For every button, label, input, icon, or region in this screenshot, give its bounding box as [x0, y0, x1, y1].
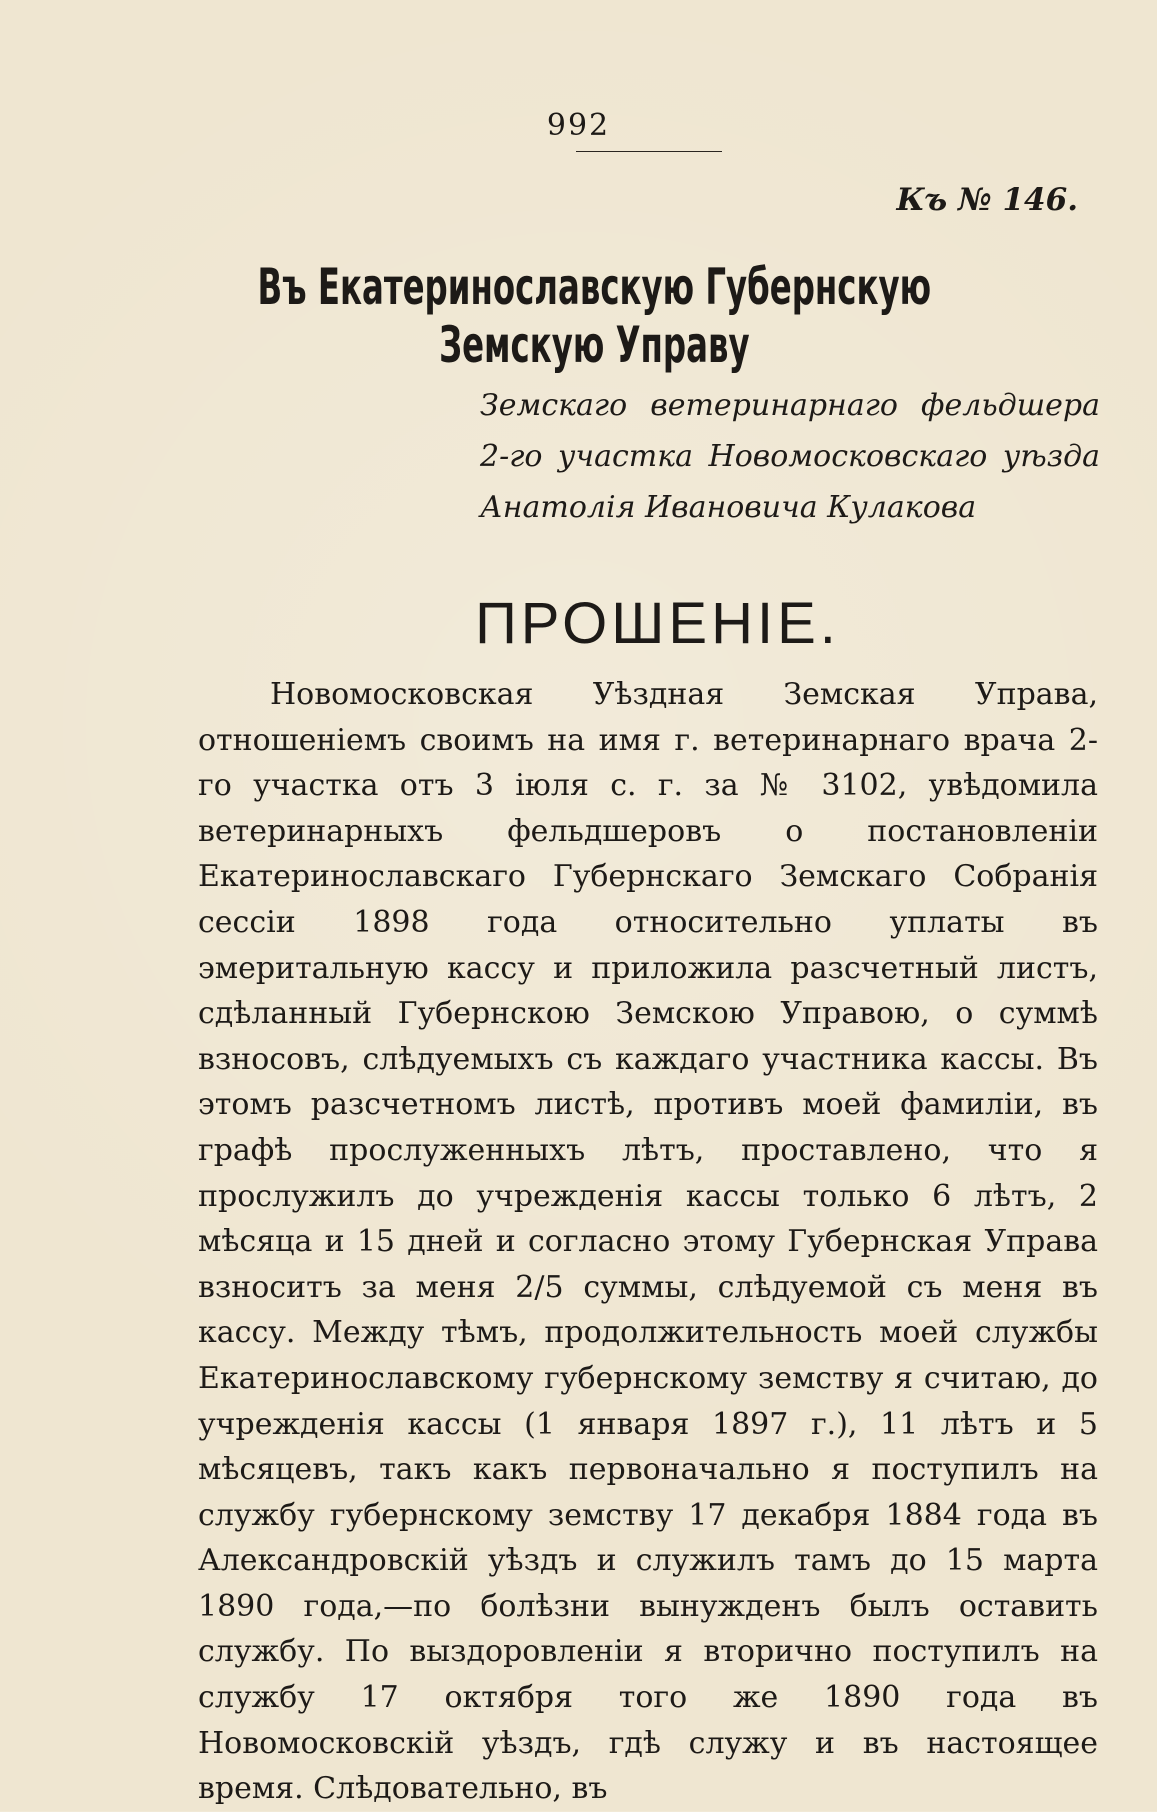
sender-description: Земскаго ветеринарнаго фельдшера 2-го участка Новомосковскаго уѣзда Анатолія Ивановича Кулакова: [480, 388, 1100, 525]
addressee-heading: Въ Екатеринославскую Губернскую Земскую Управу: [257, 258, 932, 374]
document-title: ПРОШЕНІЕ.: [475, 591, 840, 656]
page-number: 992: [546, 108, 611, 143]
document-reference: Къ № 146.: [896, 182, 1078, 218]
petition-body-text: Новомосковская Уѣздная Земская Управа, отношеніемъ своимъ на имя г. ветеринарнаго врача 2-го участка отъ 3 іюля с. г. за № 3102, увѣдомила ветеринарныхъ фельдшеровъ о постановленіи Екатеринославскаго Губернскаго Земскаго Собранія сессіи 1898 года относительно уплаты въ эмеритальную кассу и приложила разсчетный листъ, сдѣланный Губернскою Земскою Управою, о суммѣ взносовъ, слѣдуемыхъ съ каждаго участника кассы. Въ этомъ разсчетномъ листѣ, противъ моей фамиліи, въ графѣ прослуженныхъ лѣтъ, проставлено, что я прослужилъ до учрежденія кассы только 6 лѣтъ, 2 мѣсяца и 15 дней и согласно этому Губернская Управа взноситъ за меня 2/5 суммы, слѣдуемой съ меня въ кассу. Между тѣмъ, продолжительность моей службы Екатеринославскому губернскому земству я считаю, до учрежденія кассы (1 января 1897 г.), 11 лѣтъ и 5 мѣсяцевъ, такъ какъ первоначально я поступилъ на службу губернскому земству 17 декабря 1884 года въ Александровскій уѣздъ и служилъ тамъ до 15 марта 1890 года,—по болѣзни вынужденъ былъ оставить службу. По выздоровленіи я вторично поступилъ на службу 17 октября того же 1890 года въ Новомосковскій уѣздъ, гдѣ служу и въ настоящее время. Слѣдовательно, въ: [198, 677, 1098, 1807]
page-number-rule: [576, 151, 722, 152]
